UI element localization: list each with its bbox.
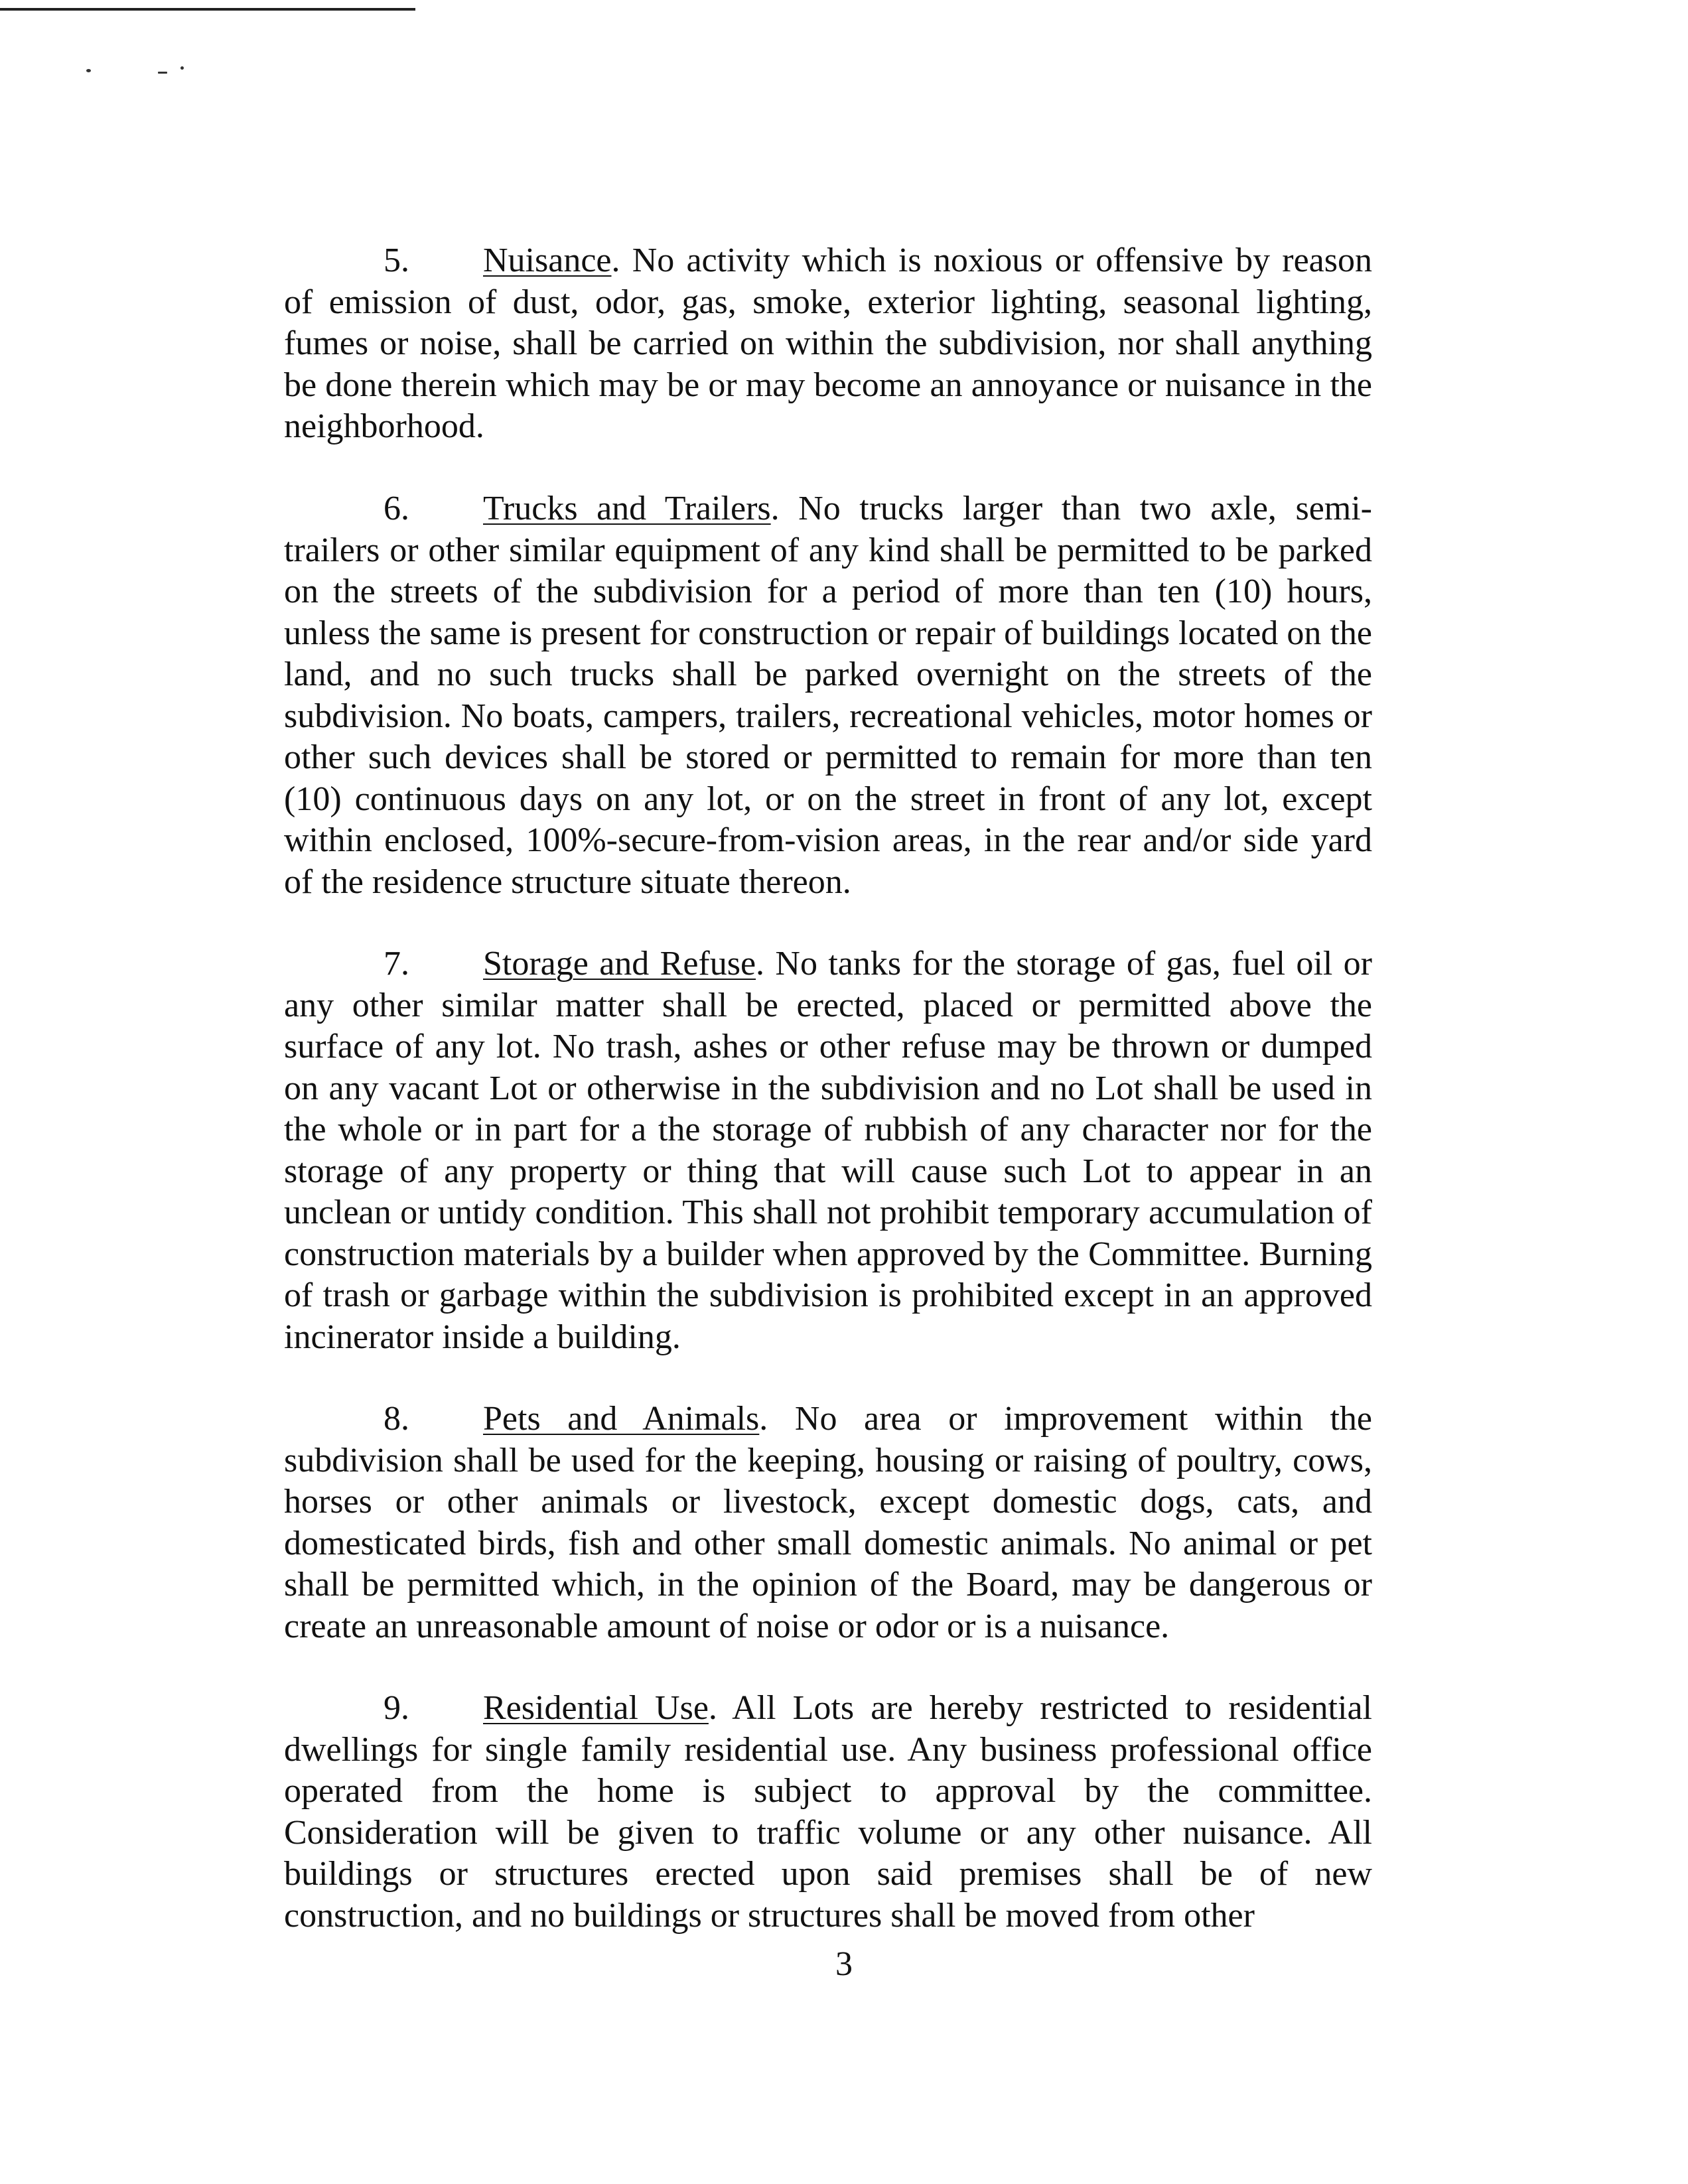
paragraph-body: . No area or improvement within the subdivision shall be used for the keeping, housing or raising of poultry, cows, horses or other animals or livestock, except domestic dogs, cats, and domesticated birds, fish and other small domestic animals. No animal or pet shall be permitted which, in the opinion of the Board, may be dangerous or create an unreasonable amount of noise or odor or is a nuisance. — [284, 1400, 1372, 1645]
scan-speck — [158, 72, 167, 74]
scan-speck — [180, 66, 184, 70]
page-number: 3 — [835, 1945, 853, 1983]
paragraph-body: . No tanks for the storage of gas, fuel oil or any other similar matter shall be erected, placed or permitted above the surface of any lot. No trash, ashes or other refuse may be thrown or dumped on any vacant Lot or otherwise in the subdivision and no Lot shall be used in the whole or in part for a the storage of rubbish of any character nor for the storage of any property or thing that will cause such Lot to appear in an unclean or untidy condition. This shall not prohibit temporary accumulation of construction materials by a builder when approved by the Committee. Burning of trash or garbage within the subdivision is prohibited except in an approved incinerator inside a building. — [284, 945, 1372, 1356]
paragraph-body: . No trucks larger than two axle, semi-trailers or other similar equipment of any kind shall be permitted to be parked on the streets of the subdivision for a period of more than ten (10) hours, unless the same is present for construction or repair of buildings located on the land, and no such trucks shall be parked overnight on the streets of the subdivision. No boats, campers, trailers, recreational vehicles, motor homes or other such devices shall be stored or permitted to remain for more than ten (10) continuous days on any lot, or on the street in front of any lot, except within enclosed, 100%-secure-from-vision areas, in the rear and/or side yard of the residence structure situate thereon. — [284, 490, 1372, 901]
paragraph-nuisance — [284, 240, 1372, 448]
paragraph-heading: Residential Use — [483, 1689, 709, 1727]
paragraph-heading: Trucks and Trailers — [483, 490, 771, 527]
paragraph-residential-use — [284, 1688, 1372, 1937]
paragraph-number: 8. — [384, 1400, 409, 1438]
paragraph-heading: Storage and Refuse — [483, 945, 756, 983]
paragraph-pets-and-animals — [284, 1399, 1372, 1647]
paragraph-number: 9. — [384, 1689, 409, 1727]
paragraph-body: . All Lots are hereby restricted to residential dwellings for single family residential use. Any business professional office operated from the home is subject to approval by the committee. Consideration will be given to traffic volume or any other nuisance. All buildings or structures erected upon said premises shall be of new construction, and no buildings or structures shall be moved from other — [284, 1689, 1372, 1935]
paragraph-storage-and-refuse — [284, 943, 1372, 1358]
scan-top-rule — [0, 8, 415, 11]
scan-speck — [86, 69, 91, 72]
paragraph-number: 6. — [384, 490, 409, 527]
paragraph-number: 5. — [384, 241, 409, 279]
paragraph-heading: Pets and Animals — [483, 1400, 760, 1438]
paragraph-body: . No activity which is noxious or offensive by reason of emission of dust, odor, gas, smoke, exterior lighting, seasonal lighting, fumes or noise, shall be carried on within the subdivision, nor shall anything be done therein which may be or may become an annoyance or nuisance in the neighborhood. — [284, 241, 1372, 445]
paragraph-trucks-and-trailers — [284, 488, 1372, 903]
paragraph-heading: Nuisance — [483, 241, 612, 279]
paragraph-number: 7. — [384, 945, 409, 983]
